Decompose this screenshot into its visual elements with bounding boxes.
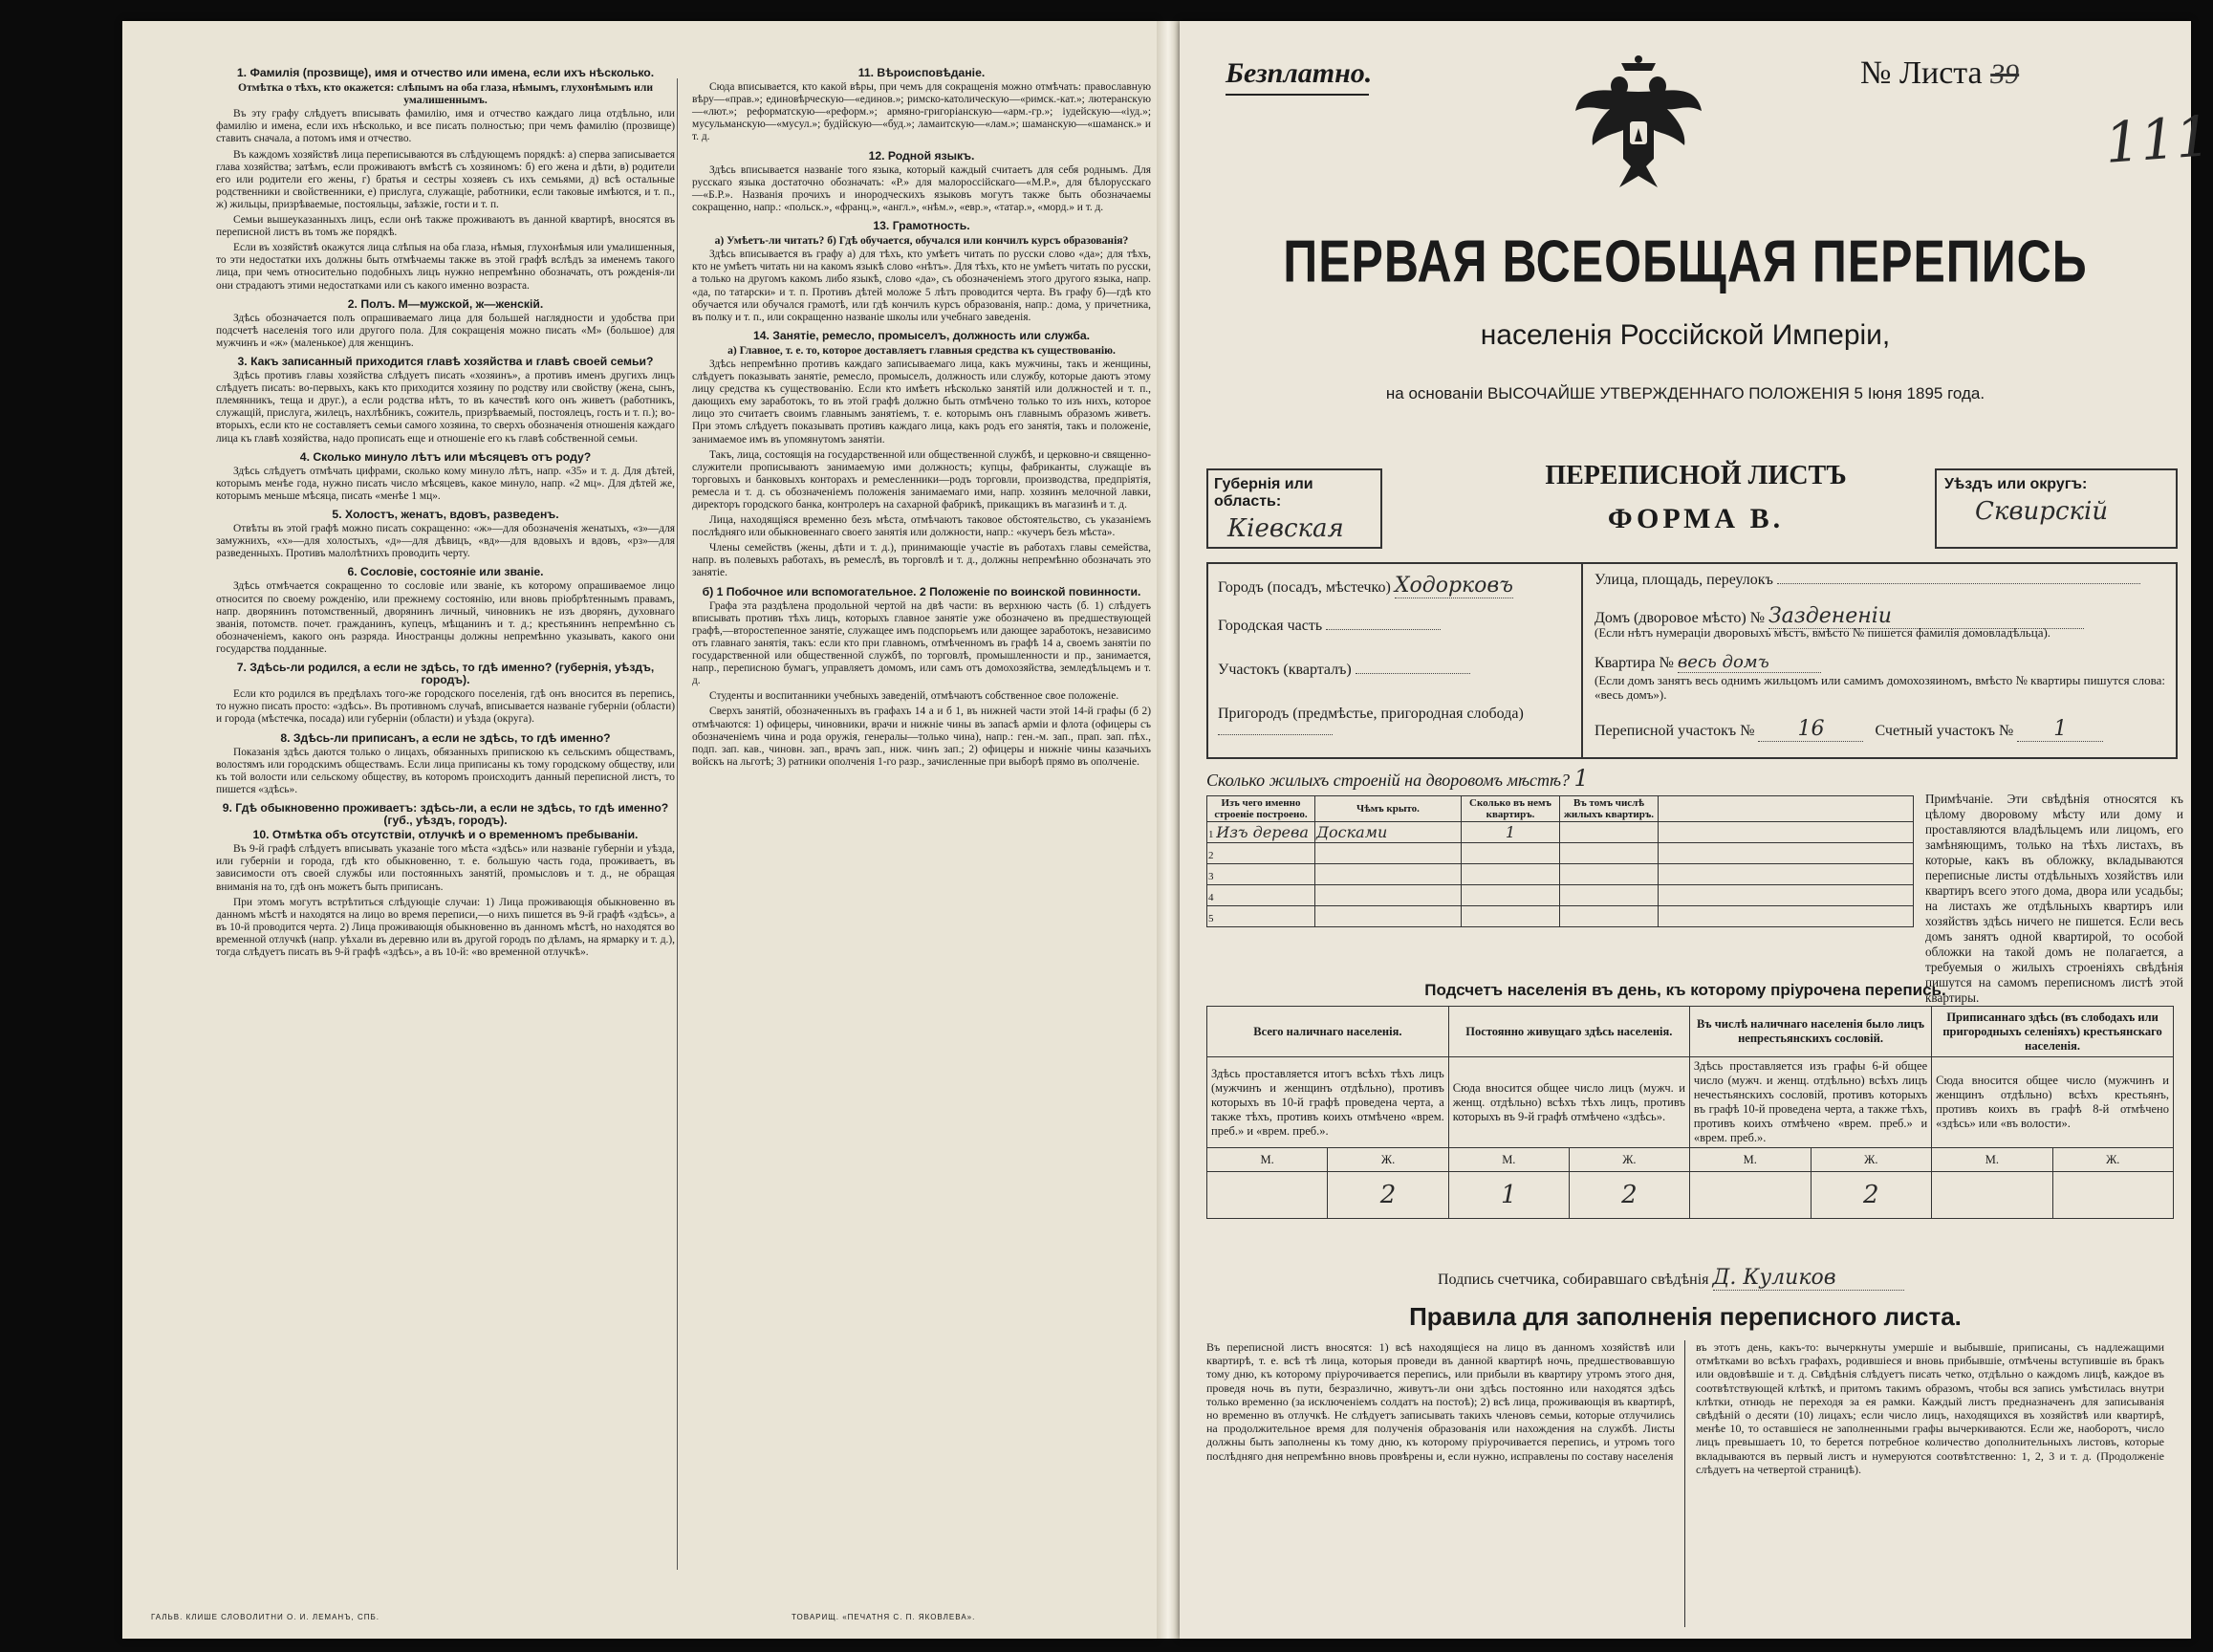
section-paragraph: Отвѣты въ этой графѣ можно писать сокращенно: «ж»—для обозначенія женатыхъ, «з»—для замужнихъ, «х»—для холостыхъ, «д»—для дѣвицъ, «вд»—для вдовыхъ и вдовъ, «рз»—для разведенныхъ. Противъ малолѣтнихъ проводить черту. — [216, 523, 675, 560]
census-legal-basis: на основаніи ВЫСОЧАЙШЕ УТВЕРЖДЕННАГО ПОЛОЖЕНІЯ 5 Іюня 1895 года. — [1385, 384, 1985, 402]
structure-living — [1560, 843, 1659, 864]
section-paragraph: Такъ, лица, состоящія на государственной или общественной службѣ, и церковно-и священно-служители прописываютъ занимаемую ими должность; купцы, фабриканты, служащіе въ торговыхъ и банковыхъ конторахъ и ремесленники—родъ торговли, производства, предпріятія, ремесла и т. д. съ обозначеніемъ положенія занимаемаго ими, напр. хозяинъ мелочной лавки, директоръ городского банка, контролеръ на сахарной фабрикѣ, прикащикъ въ магазинѣ и т. д. — [692, 448, 1151, 511]
count-section-value: 1 — [2017, 717, 2103, 742]
section-heading: 11. Вѣроисповѣданіе. — [857, 66, 986, 79]
district-value: Сквирскій — [1975, 497, 2109, 526]
locality-field — [1218, 618, 1572, 662]
population-column-desc: Здѣсь проставляется итогъ всѣхъ тѣхъ лицъ (мужчинъ и женщинъ отдѣльно), противъ которыхъ въ 10-й графѣ проведена черта, а также тѣхъ, противъ коихъ отмѣчено «врем. преб.» и «врем. преб.». — [1207, 1057, 1449, 1148]
instruction-section — [692, 67, 1151, 144]
section-paragraph: Семьи вышеуказанныхъ лицъ, если онѣ также проживаютъ въ данной квартирѣ, вносятся въ переписной листъ въ томъ же порядкѣ. — [216, 214, 675, 239]
locality-field — [1218, 706, 1572, 750]
structure-apartments — [1462, 843, 1560, 864]
field-label: Городъ (посадъ, мѣстечко) — [1218, 579, 1395, 596]
section-subheading: Отмѣтка о тѣхъ, кто окажется: слѣпымъ на оба глаза, нѣмымъ, глухонѣмымъ или умалишеннымъ. — [237, 81, 654, 107]
address-divider — [1581, 564, 1583, 757]
census-section-value: 16 — [1758, 717, 1863, 742]
row-number: 5 — [1208, 913, 1214, 924]
population-column-desc: Сюда вносится общее число (мужчинъ и женщинъ отдѣльно) всѣхъ крестьянъ, противъ коихъ въ графѣ 8-й отмѣчено «здѣсь» или «въ волости». — [1932, 1057, 2174, 1148]
section-paragraph: Если кто родился въ предѣлахъ того-же городского поселенія, гдѣ онъ вносится въ перепись, то нужно писать просто: «здѣсь». Въ противномъ случаѣ, вписывается названіе губерніи (области) и города (мѣстечка, посада) или губерніи (области) и уѣзда (округа). — [216, 688, 675, 726]
row-number: 3 — [1208, 871, 1214, 882]
structure-material — [1207, 864, 1315, 885]
section-paragraph: Показанія здѣсь даются только о лицахъ, обязанныхъ припискою къ сельскимъ обществамъ, волостямъ или городскимъ обществамъ. Если лица приписаны къ тому городскому обществу, или къ той волости или сельскому обществу, въ которомъ происходитъ данный переписной листъ, то пишется «здѣсь». — [216, 746, 675, 795]
section-paragraph: Лица, находящіяся временно безъ мѣста, отмѣчаютъ таковое обстоятельство, съ указаніемъ послѣдняго или обыкновеннаго своего занятія или должности, напр.: «кучеръ безъ мѣста». — [692, 514, 1151, 539]
male-count: 1 — [1448, 1172, 1569, 1219]
section-heading: 8. Здѣсь-ли приписанъ, а если не здѣсь, то гдѣ именно? — [280, 730, 611, 745]
section-paragraph: Здѣсь вписывается въ графу а) для тѣхъ, кто умѣетъ читать по русски слово «да»; для тѣхъ, кто не умѣетъ читать ни на какомъ языкѣ слово «нѣтъ». Для тѣхъ, кто не умѣетъ читать по русски, а только на другомъ какомъ либо языкѣ, слово «да», съ обозначеніемъ этого другого языка, напр. «да, по татарски» и т. п. Противъ дѣтей моложе 5 лѣтъ проводится черта. Въ графу б)—гдѣ кто обучается или обучался грамотѣ, или гдѣ кончилъ курсъ образованія, напр.: дома, у причетника, въ полку и т. п., или сокращенно названіе школы или учебнаго заведенія. — [692, 249, 1151, 323]
field-value — [1356, 673, 1470, 674]
female-label: Ж. — [1811, 1148, 1932, 1172]
instruction-section — [216, 662, 675, 726]
population-column-desc: Здѣсь проставляется изъ графы 6-й общее число (мужч. и женщ. отдѣльно) всѣхъ лицъ нечестьянскихъ сословій, противъ которыхъ въ графѣ 10-й проведена черта, а также тѣхъ, противъ коихъ отмѣчено «врем. преб.» и «врем. преб.». — [1689, 1057, 1931, 1148]
female-label: Ж. — [1328, 1148, 1448, 1172]
structure-extra — [1659, 822, 1914, 843]
female-count — [2052, 1172, 2173, 1219]
section-heading: 5. Холостъ, женатъ, вдовъ, разведенъ. — [332, 508, 559, 521]
census-title: ПЕРВАЯ ВСЕОБЩАЯ ПЕРЕПИСЬ — [1283, 228, 2088, 294]
field-value — [1218, 734, 1333, 735]
instruction-section — [216, 298, 675, 350]
male-label: М. — [1689, 1148, 1811, 1172]
instruction-section — [216, 356, 675, 446]
section-paragraph: Здѣсь слѣдуетъ отмѣчать цифрами, сколько кому минуло лѣтъ, напр. «35» и т. д. Для дѣтей, которымъ менѣе года, нужно писать число мѣсяцевъ, какое минуло, напр. «2 мц». Для дѣтей же, которымъ меньше мѣсяца, писать «менѣе 1 мц». — [216, 465, 675, 502]
structure-living — [1560, 822, 1659, 843]
structure-extra — [1659, 885, 1914, 906]
male-count — [1932, 1172, 2052, 1219]
population-column-head: Постоянно живущаго здѣсь населенія. — [1448, 1007, 1689, 1057]
instruction-section — [216, 802, 675, 959]
structure-roof: Досками — [1315, 822, 1462, 843]
field-label: Городская часть — [1218, 618, 1327, 634]
instruction-section — [216, 67, 675, 293]
population-column-head: Приписаннаго здѣсь (въ слободахъ или пригородныхъ селеніяхъ) крестьянскаго населенія. — [1932, 1007, 2174, 1057]
apartment-value: весь домъ — [1678, 652, 1821, 673]
section-heading: 12. Родной языкъ. — [868, 148, 975, 163]
structure-extra — [1659, 843, 1914, 864]
locality-field — [1218, 662, 1572, 706]
section-paragraph: Въ каждомъ хозяйствѣ лица переписываются въ слѣдующемъ порядкѣ: а) сперва записывается глава хозяйства; затѣмъ, если проживаютъ вмѣстѣ съ хозяиномъ: б) его жена и дѣти, в) родители его или родители его жены, г) братья и сестры хозяевъ съ ихъ семьями, д) всѣ остальные родственники и свойственники, е) прислуга, служащіе, работники, если таковые имѣются, и т. п., ж) жильцы, призрѣваемые, постояльцы, заѣзжіе, гости и т. п. — [216, 148, 675, 210]
section-paragraph: Здѣсь обозначается полъ опрашиваемаго лица для большей наглядности и удобства при подсчетѣ населенія того или другого пола. Для сокращенія можно писать «М» (большое) для мужчинъ и «ж» (маленькое) для женщинъ. — [216, 312, 675, 349]
section-subheading: а) Главное, т. е. то, которое доставляетъ главныя средства къ существованію. — [727, 343, 1116, 357]
structure-roof — [1315, 843, 1462, 864]
structure-apartments — [1462, 906, 1560, 927]
section-heading: 10. Отмѣтка объ отсутствіи, отлучкѣ и о временномъ пребываніи. — [252, 828, 639, 842]
sheet-number-handwritten: 111 — [2102, 103, 2213, 176]
structure-row — [1207, 906, 1914, 927]
female-label: Ж. — [2052, 1148, 2173, 1172]
section-paragraph: Сверхъ занятій, обозначенныхъ въ графахъ 14 а и б 1, въ нижней части этой 14-й графы (б 2) отмѣчаются: 1) офицеры, чиновники, врачи и нижніе чины въ запасѣ арміи и флота (офицеры съ обозначеніемъ чина и рода оружія, генералы—только чина), напр.: ген.-м. зап., прап. зап. пѣх., подп. зап. кав., чиновн. зап., врачъ зап., ниж. чинъ зап.; 2) офицеры и нижніе чины казачьихъ войскъ на льготѣ; 3) ратники ополченія 1-го разр., зачисленные при выборѣ прямо въ ополченіе. — [692, 706, 1151, 768]
field-label: Участокъ (кварталъ) — [1218, 662, 1356, 678]
printer-imprint-right: ТОВАРИЩ. «ПЕЧАТНЯ С. П. ЯКОВЛЕВА». — [792, 1613, 976, 1621]
population-column-desc: Сюда вносится общее число лицъ (мужч. и женщ. отдѣльно) всѣхъ тѣхъ лицъ, противъ которыхъ въ 9-й графѣ отмѣчено «здѣсь». — [1448, 1057, 1689, 1148]
section-paragraph: Здѣсь отмѣчается сокращенно то сословіе или званіе, къ которому опрашиваемое лицо относится по своему рожденію, или прежнему состоянію, или вновь пріобрѣтеннымъ правамъ, напр. дворянинъ потомственный, дворянинъ личный, чиновникъ не изъ дворянъ, духовнаго званія, потомств. почет. гражданинъ, купецъ, мѣщанинъ и т. д.; крестьянинъ непремѣнно съ обозначеніемъ, какого онъ разряда. Иностранцы должны непремѣнно указывать, какого они государства подданные. — [216, 580, 675, 655]
census-subtitle: населенія Россійской Имперіи, — [1480, 319, 1891, 351]
male-count — [1689, 1172, 1811, 1219]
enumerator-signature: Подпись счетчика, собиравшаго свѣдѣнія Д. Куликов — [1438, 1266, 1904, 1291]
structure-roof — [1315, 906, 1462, 927]
structure-extra — [1659, 864, 1914, 885]
structure-material — [1207, 843, 1315, 864]
section-subheading: а) Умѣетъ-ли читать? б) Гдѣ обучается, обучался или кончилъ курсъ образованія? — [714, 234, 1129, 248]
section-paragraph: Въ эту графу слѣдуетъ вписывать фамилію, имя и отчество каждаго лица отдѣльно, или фамилію и имена, если ихъ нѣсколько, и все писать полностью; при чемъ фамилію (прозвище) ставить сначала, а потомъ имя и отчество. — [216, 108, 675, 145]
structure-material — [1207, 885, 1315, 906]
section-heading: 2. Полъ. М—мужской, ж—женскій. — [347, 296, 544, 311]
section-paragraph: Здѣсь непремѣнно противъ каждаго записываемаго лица, какъ мужчины, такъ и женщины, слѣдуетъ показывать занятіе, ремесло, промыселъ, должность или службу, которые даютъ этому лицу средства къ существованію. Если кто имѣетъ нѣсколько занятій или должностей и т. п., дающихъ ему заработокъ, то въ этой графѣ должно быть отмѣчено только то изъ нихъ, которое лицо это считаетъ своимъ главнымъ занятіемъ, т. е. которымъ онъ главнымъ образомъ живетъ. При этомъ слѣдуетъ показывать противъ каждаго лица, какъ родъ его занятія, такъ и положеніе, занимаемое имъ въ упомянутомъ занятіи. — [692, 358, 1151, 446]
section-heading: 6. Сословіе, состояніе или званіе. — [347, 565, 544, 579]
structure-living — [1560, 906, 1659, 927]
structure-material: 1 Изъ дерева — [1207, 822, 1315, 843]
section-paragraph: Здѣсь противъ главы хозяйства слѣдуетъ писать «хозяинъ», а противъ именъ другихъ лицъ слѣдуетъ писать: во-первыхъ, какъ кто приходится хозяину по родству или свойству (жена, сынъ, племянникъ, теща и друг.), а если родства нѣтъ, то въ качествѣ кого онъ живетъ (работникъ, служащій, прислуга, жилецъ, нахлѣбникъ, сожитель, призрѣваемый, постоялецъ, гость и т. п.); во-вторыхъ, если кто не составляетъ семьи самого хозяина, то сверхъ обозначенія отношенія каждаго лица къ главѣ хозяйства, надо прописать еще и отношеніе его къ главѣ собственной семьи. — [216, 370, 675, 445]
structure-apartments: 1 — [1462, 822, 1560, 843]
free-of-charge-label: Безплатно. — [1226, 57, 1373, 89]
book-fold — [1157, 21, 1180, 1639]
row-number: 4 — [1208, 892, 1214, 903]
instruction-section — [692, 586, 1151, 769]
instruction-section — [216, 451, 675, 503]
section-paragraph: Графа эта раздѣлена продольной чертой на двѣ части: въ верхнюю часть (б. 1) слѣдуетъ вписывать противъ тѣхъ лицъ, которыхъ главное занятіе уже обозначено въ предшествующей графѣ,—второстепенное занятіе, служащее имъ подспорьемъ или дающее заработокъ, независимо отъ главнаго занятія, такъ: если кто при главномъ, отмѣченномъ въ графѣ 14 а, своемъ занятіи по государственной или общественной службѣ, по торговлѣ, промышленности и пр., занимается, напр., переписною бумагъ, управляетъ домомъ, или самъ отъ домохозяйства, земледѣльцемъ и т. д. — [692, 599, 1151, 687]
structure-living — [1560, 885, 1659, 906]
male-label: М. — [1932, 1148, 2052, 1172]
population-count-table — [1206, 1006, 2174, 1219]
section-paragraph: Если въ хозяйствѣ окажутся лица слѣпыя на оба глаза, нѣмыя, глухонѣмыя или умалишенныя, то эти недостатки ихъ должны быть отмѣчаемы также въ этой графѣ вслѣдъ за именемъ такого лица, при чемъ относительно подобныхъ лицъ нужно непремѣнно обозначать, отъ рожденія-ли они страдаютъ этими недостатками или съ какого именно возраста. — [216, 242, 675, 292]
province-value: Кіевская — [1227, 514, 1344, 543]
instruction-section — [216, 509, 675, 560]
female-count: 2 — [1811, 1172, 1932, 1219]
female-label: Ж. — [1569, 1148, 1689, 1172]
free-underline — [1226, 94, 1369, 96]
section-paragraph: Здѣсь вписывается названіе того языка, который каждый считаетъ для себя роднымъ. Для русскаго языка достаточно обозначать: «Р.» для малороссійскаго—«М.Р.», для бѣлорусскаго—«Б.Р.». Названія прочихъ и инородческихъ языковъ могутъ также быть обозначаемы сокращенно, напр.: «польск.», «франц.», «англ.», «нѣм.», «евр.», «татар.», «морд.» и т. д. — [692, 163, 1151, 213]
section-heading: 3. Какъ записанный приходится главѣ хозяйства и главѣ своей семьи? — [237, 354, 654, 368]
structures-value: 1 — [1573, 765, 1589, 792]
instructions-column-a — [216, 67, 675, 965]
section-paragraph: Студенты и воспитанники учебныхъ заведеній, отмѣчаютъ собственное свое положеніе. — [709, 690, 1119, 703]
male-label: М. — [1448, 1148, 1569, 1172]
instruction-section — [216, 566, 675, 656]
left-page-instructions — [122, 21, 1157, 1639]
structure-row — [1207, 822, 1914, 843]
male-count — [1207, 1172, 1328, 1219]
instructions-column-b — [692, 67, 1151, 774]
structure-row — [1207, 843, 1914, 864]
house-value: Заздененіи — [1768, 604, 2084, 629]
structures-note: Примѣчаніе. Эти свѣдѣнія относятся къ цѣлому дворовому мѣсту или дому и проставляются владѣльцемъ или лицомъ, его замѣняющимъ, только на тѣхъ листахъ, въ которые, какъ въ обложку, вкладываются переписные листы отдѣльныхъ хозяйствъ или квартиръ всего этого дома, дворa или усадьбы; на листахъ же отдѣльныхъ квартиръ или хозяйствъ здѣсь ничего не пишется. Если весь домъ занятъ одной квартирой, то особой обложки на такой домъ не полагается, а требуемыя о жилыхъ строеніяхъ свѣдѣнія пишутся на самомъ переписномъ листѣ этой квартиры. — [1925, 792, 2183, 1005]
female-count: 2 — [1569, 1172, 1689, 1219]
structure-roof — [1315, 885, 1462, 906]
printer-imprint-left: ГАЛЬВ. КЛИШЕ СЛОВОЛИТНИ О. И. ЛЕМАНЪ, СПБ. — [151, 1613, 380, 1621]
structure-material — [1207, 906, 1315, 927]
right-page-census-form — [1180, 21, 2213, 1639]
section-heading: 13. Грамотность. — [873, 219, 970, 233]
section-heading: 14. Занятіе, ремесло, промыселъ, должность или служба. — [752, 328, 1091, 342]
imperial-eagle-emblem — [1572, 54, 1705, 197]
structures-table: Изъ чего именно строеніе построено. Чѣмъ крыто. Сколько въ немъ квартиръ. Въ томъ числѣ жилыхъ квартиръ. 1 Изъ дерева Досками 1 2 3 4 5 — [1206, 795, 1914, 927]
field-label: Пригородъ (предмѣстье, пригородная слобода) — [1218, 706, 1524, 722]
structure-living — [1560, 864, 1659, 885]
section-heading: б) 1 Побочное или вспомогательное. 2 Положеніе по воинской повинности. — [702, 584, 1141, 598]
building-fields: Улица, площадь, переулокъ Домъ (дворовое мѣсто) № Заздененіи (Если нѣтъ нумераціи дворовыхъ мѣстъ, вмѣсто № пишется фамилія домовладѣльца). Квартира № весь домъ (Если домъ занятъ весь однимъ жильцомъ или самимъ домохозяиномъ, вмѣсто № квартиры пишутся слова: «весь домъ»). Переписной участокъ № 16 Счетный участокъ № 1 — [1595, 572, 2166, 741]
rules-right-column: въ этотъ день, какъ-то: вычеркнуты умершіе и выбывшіе, приписаны, съ надлежащими отмѣтками во всѣхъ графахъ, родившіеся и вновь прибывшіе, отмѣчены вступившіе въ бракъ или овдовѣвшіе и т. д. Свѣдѣнія слѣдуетъ писать четко, отдѣльно о каждомъ лицѣ, каждое въ соотвѣтствующей клѣткѣ, и притомъ такимъ образомъ, чтобы вся запись умѣстилась внутри клѣтки, отнюдь не переходя за ея рамки. Каждый листъ предназначенъ для записыванія свѣдѣній о десяти (10) лицахъ; если число лицъ, находящихся въ хозяйствѣ или квартирѣ, менѣе 10, то оставшіеся не заполненными графы вычеркиваются. Если же, наоборотъ, число лицъ превышаетъ 10, то берется потребное количество дополнительныхъ листовъ, которые вкладываются въ первый листъ и нумеруются соотвѣтственно: 1, 2, 3 и т. д. (Продолженіе слѣдуетъ на четвертой страницѣ). — [1696, 1340, 2164, 1476]
sheet-number-crossed: 39 — [1990, 58, 2020, 90]
province-box: Губернія или область: Кіевская — [1206, 468, 1382, 549]
structure-row — [1207, 885, 1914, 906]
structure-row — [1207, 864, 1914, 885]
population-count-title: Подсчетъ населенія въ день, къ которому пріурочена перепись. — [1424, 981, 1946, 999]
instruction-section — [692, 330, 1151, 580]
field-value — [1326, 629, 1441, 630]
male-label: М. — [1207, 1148, 1328, 1172]
structure-extra — [1659, 906, 1914, 927]
structure-roof — [1315, 864, 1462, 885]
section-heading: 1. Фамилія (прозвище), имя и отчество или имена, если ихъ нѣсколько. — [236, 66, 655, 79]
section-paragraph: Въ 9-й графѣ слѣдуетъ вписывать указаніе того мѣста «здѣсь» или названіе губерніи и уѣзда, или губерніи и города, гдѣ кто обыкновенно, т. е. большую часть года, проживаетъ, въ зависимости отъ своей службы или постоянныхъ занятій, промысловъ и т. д., не обращая вниманія на то, гдѣ онъ можетъ быть приписанъ. — [216, 843, 675, 893]
locality-fields — [1218, 574, 1572, 750]
sheet-number-label: № Листа 39 — [1860, 55, 2020, 91]
enumerator-name: Д. Куликов — [1713, 1266, 1904, 1291]
instruction-section — [216, 732, 675, 796]
rules-title: Правила для заполненія переписного листа. — [1409, 1302, 1962, 1331]
rules-left-column: Въ переписной листъ вносятся: 1) всѣ находящіеся на лицо въ данномъ хозяйствѣ или квартирѣ, т. е. всѣ тѣ лица, которыя проведи въ данной квартирѣ ночь, предшествовавшую тому дню, къ которому пріурочивается перепись, или прибыли въ квартиру утромъ этого дня, проведя ночь въ пути, безразлично, живутъ-ли они здѣсь постоянно или находятся здѣсь только временно (за исключеніемъ солдатъ на постоѣ); 2) всѣ лица, проживающія въ квартирѣ, но временно въ отлучкѣ. Не слѣдуетъ записывать такихъ членовъ семьи, которые отлучились на продолжительное время для полученія образованія или нахождения на службѣ. Листы должны быть заполнены къ тому дню, къ которому пріурочивается перепись, и утромъ того послѣдняго дня непремѣнно вновь провѣрены и, если нужно, исправлены по составу населенія — [1206, 1340, 1675, 1463]
section-heading: 4. Сколько минуло лѣтъ или мѣсяцевъ отъ роду? — [299, 449, 592, 464]
row-number: 1 — [1208, 829, 1217, 840]
structures-question: Сколько жилыхъ строеній на дворовомъ мѣстѣ? 1 — [1206, 765, 1589, 792]
column-divider — [677, 78, 678, 1570]
section-heading: 9. Гдѣ обыкновенно проживаетъ: здѣсь-ли, а если не здѣсь, то гдѣ именно? (губ., уѣздъ, городъ). — [222, 800, 669, 828]
locality-field — [1218, 574, 1572, 618]
population-column-head: Всего наличнаго населенія. — [1207, 1007, 1449, 1057]
section-heading: 7. Здѣсь-ли родился, а если не здѣсь, то гдѣ именно? (губернія, уѣздъ, городъ). — [236, 661, 655, 687]
female-count: 2 — [1328, 1172, 1448, 1219]
instruction-section — [692, 220, 1151, 324]
section-paragraph: При этомъ могутъ встрѣтиться слѣдующіе случаи: 1) Лица проживающія обыкновенно въ данномъ мѣстѣ и находятся на лицо во время переписи,—о нихъ пишется въ 9-й графѣ «здѣсь», а въ 10-й проводится черта. 2) Лица проживающія обыкновенно въ данномъ мѣстѣ, но находятся во временной отлучкѣ (напр. уѣхали въ деревню или въ другой городъ по дѣламъ, на ярмарку и т. д.), тогда слѣдуетъ писать въ 9-й графѣ «здѣсь», а въ 10-й: «во временной отлучкѣ». — [216, 896, 675, 958]
address-block — [1206, 562, 2178, 759]
section-paragraph: Члены семействъ (жены, дѣти и т. д.), принимающіе участіе въ работахъ главы семейства, напр. въ полевыхъ работахъ, въ ремеслѣ, въ торговлѣ и т. д., должны непремѣнно обозначать это занятіе. — [692, 542, 1151, 579]
district-box: Уѣздъ или округъ: Сквирскій — [1935, 468, 2178, 549]
structure-apartments — [1462, 864, 1560, 885]
form-title-block: ПЕРЕПИСНОЙ ЛИСТЪ ФОРМА В. — [1545, 461, 1847, 534]
instruction-section — [692, 150, 1151, 214]
population-column-head: Въ числѣ наличнаго населенія было лицъ непрестьянскихъ сословій. — [1689, 1007, 1931, 1057]
field-value: Ходорковъ — [1394, 574, 1513, 598]
structure-apartments — [1462, 885, 1560, 906]
section-paragraph: Сюда вписывается, кто какой вѣры, при чемъ для сокращенія можно отмѣчать: православную вѣру—«прав.»; единовѣрческую—«единов.»; римско-католическую—«римск.-кат.»; лютеранскую—«лют.»; реформатскую—«реформ.»; армяно-григоріанскую—«арм.-гр.»; іудейскую—«іуд.»; мусульманскую—«мусул.»; будійскую—«буд.»; ламаитскую—«лам.»; шаманскую—«шаманск.» и т. д. — [692, 81, 1151, 143]
row-number: 2 — [1208, 850, 1214, 861]
